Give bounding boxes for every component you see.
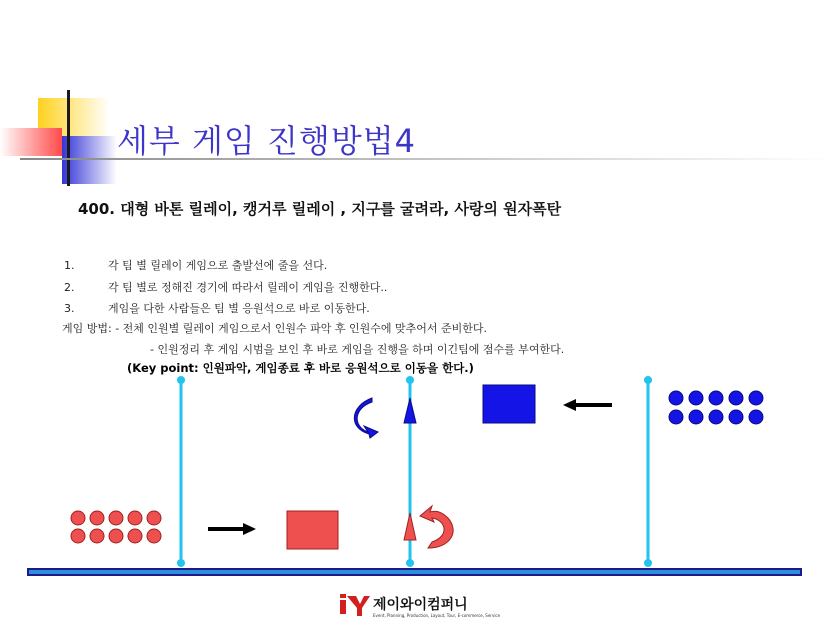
step-3 [64, 300, 370, 316]
blue-direction-arrow-icon [563, 399, 612, 411]
pole-right [644, 376, 652, 567]
red-team-box [287, 511, 338, 549]
jy-logo-icon [340, 592, 370, 618]
game-list-subtitle: 400. 대형 바톤 릴레이, 캥거루 릴레이 , 지구를 굴려라, 사랑의 원자폭탄 [78, 200, 562, 218]
deco-red-block [0, 128, 62, 156]
red-team-players [71, 511, 161, 543]
step-1 [64, 257, 327, 273]
step-1-number: 1. [64, 259, 75, 272]
pole-left [177, 376, 185, 567]
step-1-text: 각 팀 별 릴레이 게임으로 출발선에 줄을 선다. [108, 259, 328, 272]
step-2-number: 2. [64, 281, 75, 294]
page-title: 세부 게임 진행방법4 [117, 122, 416, 160]
step-3-text: 게임을 다한 사람들은 팀 별 응원석으로 바로 이동한다. [108, 302, 370, 315]
company-logo [340, 592, 500, 620]
method-line-2: - 인원정리 후 게임 시범을 보인 후 바로 게임을 진행을 하며 이긴팀에 점수를 부여한다. [150, 343, 565, 356]
step-2 [64, 279, 387, 295]
blue-turn-arrow-icon [354, 398, 378, 438]
ground-line [28, 569, 801, 575]
company-name: 제이와이컴퍼니 [373, 597, 468, 613]
blue-cone-icon [404, 398, 416, 423]
method-line-1: 게임 방법: - 전체 인원별 릴레이 게임으로서 인원수 파악 후 인원수에 맞추어서 준비한다. [62, 322, 488, 335]
key-point-note: (Key point: 인원파악, 게임종료 후 바로 응원석으로 이동을 한다.) [127, 361, 474, 375]
red-cone-icon [404, 513, 416, 540]
step-3-number: 3. [64, 302, 75, 315]
red-turn-arrow-icon [420, 506, 453, 548]
red-direction-arrow-icon [208, 523, 256, 535]
blue-team-box [483, 385, 535, 423]
blue-team-players [669, 391, 763, 424]
step-2-text: 각 팀 별로 정해진 경기에 따라서 릴레이 게임을 진행한다.. [108, 281, 388, 294]
relay-game-diagram [0, 370, 835, 585]
company-tagline: Event, Planning, Production, Layout, Tour, E-commerce, Service [373, 613, 501, 618]
deco-vertical-bar [67, 90, 70, 186]
